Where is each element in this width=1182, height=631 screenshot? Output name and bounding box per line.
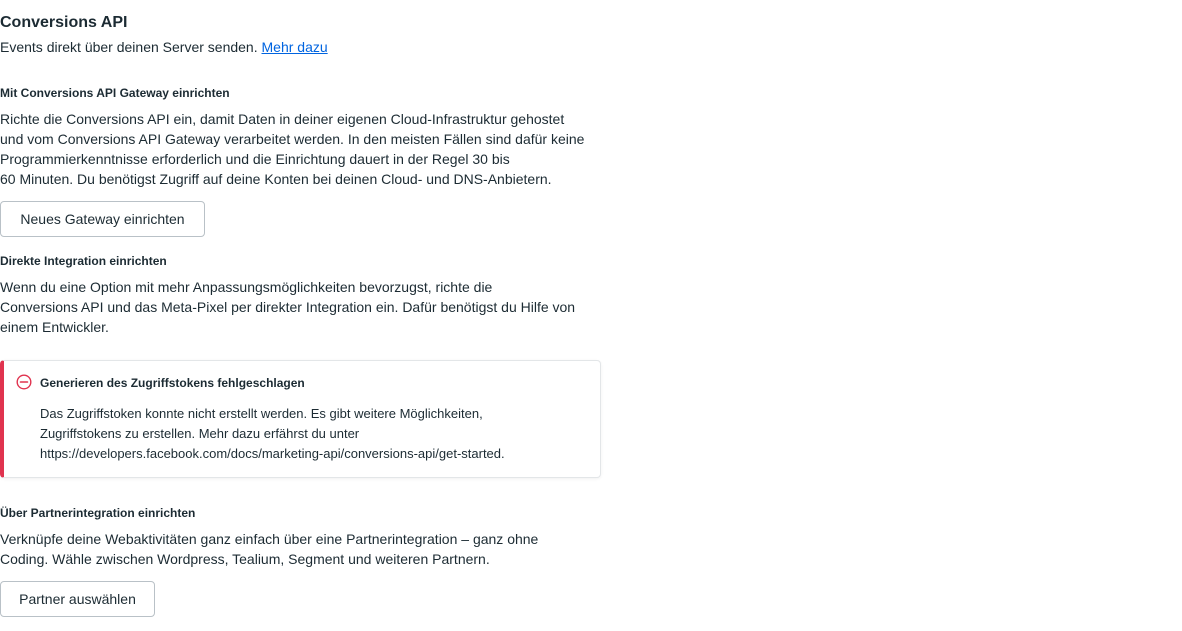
direct-section-description [0,277,610,337]
partner-section-heading: Über Partnerintegration einrichten [0,506,196,520]
subtitle-text: Events direkt über deinen Server senden. [0,39,258,55]
error-minus-circle-icon [16,374,32,390]
alert-body-line: Zugriffstokens zu erstellen. Mehr dazu erfährst du unter [40,426,360,441]
error-alert-body [40,404,600,464]
description-line: Richte die Conversions API ein, damit Daten in deiner eigenen Cloud-Infrastruktur gehostet [0,111,565,127]
description-line: 60 Minuten. Du benötigst Zugriff auf deine Konten bei deinen Cloud- und DNS-Anbietern. [0,171,552,187]
description-line: Wenn du eine Option mit mehr Anpassungsmöglichkeiten bevorzugst, richte die [0,279,493,295]
gateway-section-heading: Mit Conversions API Gateway einrichten [0,86,230,100]
description-line: Programmierkenntnisse erforderlich und die Einrichtung dauert in der Regel 30 bis [0,151,510,167]
partner-section-description [0,529,610,569]
error-alert-title: Generieren des Zugriffstokens fehlgeschlagen [40,376,305,390]
new-gateway-button[interactable]: Neues Gateway einrichten [0,201,205,237]
description-line: und vom Conversions API Gateway verarbeitet werden. In den meisten Fällen sind dafür keine [0,131,585,147]
select-partner-button[interactable]: Partner auswählen [0,581,155,617]
description-line: Conversions API und das Meta-Pixel per direkter Integration ein. Dafür benötigst du Hilfe von [0,299,576,315]
description-line: einem Entwickler. [0,319,109,335]
alert-body-line: Das Zugriffstoken konnte nicht erstellt werden. Es gibt weitere Möglichkeiten, [40,406,483,421]
gateway-section-description [0,109,610,189]
description-line: Coding. Wähle zwischen Wordpress, Tealium, Segment und weiteren Partnern. [0,551,490,567]
page-title: Conversions API [0,14,128,31]
direct-section-heading: Direkte Integration einrichten [0,254,167,268]
description-line: Verknüpfe deine Webaktivitäten ganz einfach über eine Partnerintegration – ganz ohne [0,531,539,547]
learn-more-link[interactable]: Mehr dazu [261,39,328,55]
alert-body-line: https://developers.facebook.com/docs/marketing-api/conversions-api/get-started. [40,446,505,461]
page-subtitle [0,37,328,57]
error-alert [0,360,601,478]
